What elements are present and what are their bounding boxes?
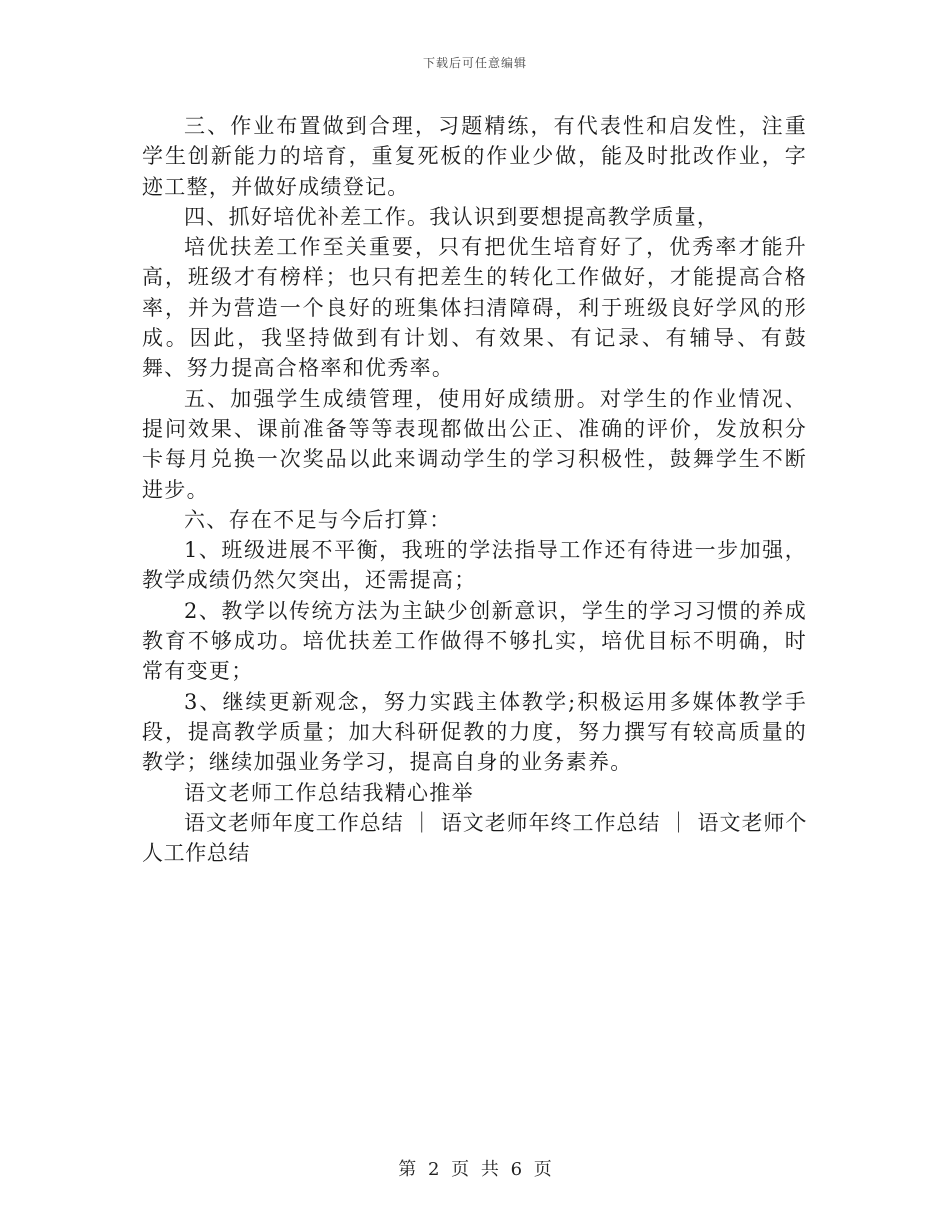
paragraph-shortcoming-2: 2、教学以传统方法为主缺少创新意识，学生的学习习惯的养成教育不够成功。培优扶差工作做得不够扎实，培优目标不明确，时常有变更； [142, 598, 807, 684]
page-number: 第 2 页 共 6 页 [398, 1159, 552, 1180]
paragraph-plan-3: 3、继续更新观念，努力实践主体教学;积极运用多媒体教学手段，提高教学质量；加大科研促教的力度，努力撰写有较高质量的教学；继续加强业务学习，提高自身的业务素养。 [142, 689, 807, 775]
paragraph-grade-management: 五、加强学生成绩管理，使用好成绩册。对学生的作业情况、提问效果、课前准备等等表现都做出公正、准确的评价，发放积分卡每月兑换一次奖品以此来调动学生的学习积极性，鼓舞学生不断进步。 [142, 386, 807, 502]
paragraph-homework: 三、作业布置做到合理，习题精练，有代表性和启发性，注重学生创新能力的培育，重复死板的作业少做，能及时批改作业，字迹工整，并做好成绩登记。 [142, 114, 807, 199]
paragraph-related-links: 语文老师年度工作总结 ｜ 语文老师年终工作总结 ｜ 语文老师个人工作总结 [142, 810, 807, 866]
paragraph-tutoring-heading: 四、抓好培优补差工作。我认识到要想提高教学质量， [184, 204, 720, 229]
paragraph-shortcomings-heading: 六、存在不足与今后打算： [184, 507, 452, 532]
header-note: 下载后可任意编辑 [422, 56, 527, 70]
paragraph-shortcoming-1: 1、班级进展不平衡，我班的学法指导工作还有待进一步加强，教学成绩仍然欠突出，还需提高； [142, 538, 807, 593]
paragraph-tutoring-detail: 培优扶差工作至关重要，只有把优生培育好了，优秀率才能升高，班级才有榜样；也只有把差生的转化工作做好，才能提高合格率，并为营造一个良好的班集体扫清障碍，利于班级良好学风的形成。因此，我坚持做到有计划、有效果、有记录、有辅导、有鼓舞、努力提高合格率和优秀率。 [142, 235, 807, 381]
document-body [142, 111, 807, 868]
paragraph-recommend-heading: 语文老师工作总结我精心推举 [184, 780, 474, 805]
